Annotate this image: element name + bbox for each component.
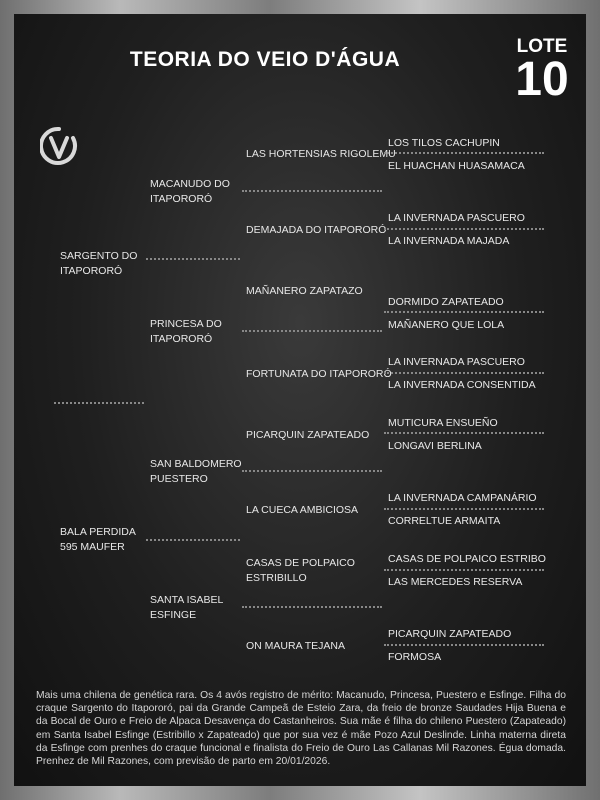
pedigree-line (54, 402, 144, 405)
grandparent-4: SANTA ISABEL ESFINGE (150, 594, 224, 621)
great-grandparent-4: FORTUNATA DO ITAPORORÓ (246, 368, 392, 380)
pedigree-line (242, 470, 382, 473)
great-great-grandparent-13: CASAS DE POLPAICO ESTRIBO (388, 553, 546, 565)
lote-label: LOTE (516, 36, 568, 57)
black-panel (14, 14, 586, 786)
great-great-grandparent-11: LA INVERNADA CAMPANÁRIO (388, 492, 537, 504)
great-great-grandparent-2: EL HUACHAN HUASAMACA (388, 160, 525, 172)
pedigree-line (384, 311, 544, 314)
pedigree-line (146, 539, 240, 542)
great-grandparent-3: MAÑANERO ZAPATAZO (246, 285, 363, 297)
pedigree-line (242, 190, 382, 193)
grandparent-2: PRINCESA DO ITAPORORÓ (150, 318, 222, 345)
grandparent-1: MACANUDO DO ITAPORORÓ (150, 178, 230, 205)
great-great-grandparent-15: PICARQUIN ZAPATEADO (388, 628, 512, 640)
great-great-grandparent-10: LONGAVI BERLINA (388, 440, 482, 452)
lote-badge (512, 36, 572, 106)
great-great-grandparent-6: MAÑANERO QUE LOLA (388, 319, 505, 331)
sire-name: SARGENTO DO ITAPORORÓ (60, 250, 138, 277)
description-text: Mais uma chilena de genética rara. Os 4 avós registro de mérito: Macanudo, Princesa, Puestero e Esfinge. Filha do craque Sargento do Itapororó, pai da Grande Campeã de Esteio Zara, da freio de bronze Saudades Hija Buena e da Bocal de Ouro e Freio de Alpaca Desavença do Castanheiros. Sua mãe é filha do chileno Puestero (Zapateado) em Santa Isabel Esfinge (Estribillo x Zapateado) que por sua vez é mãe Pozo Azul Deslinde. Linha materna direta da Esfinge com prenhes do craque funcional e finalista do Freio de Ouro Las Callanas Mil Razones. Égua domada. Prenhez de Mil Razones, com previsão de parto em 20/01/2026. (36, 690, 566, 768)
great-great-grandparent-14: LAS MERCEDES RESERVA (388, 576, 523, 588)
great-great-grandparent-5: DORMIDO ZAPATEADO (388, 296, 504, 308)
pedigree-line (384, 372, 544, 375)
pedigree-line (146, 258, 240, 261)
great-great-grandparent-8: LA INVERNADA CONSENTIDA (388, 379, 536, 391)
pedigree-line (384, 569, 544, 572)
grandparent-3: SAN BALDOMERO PUESTERO (150, 458, 242, 485)
page-title: TEORIA DO VEIO D'ÁGUA (129, 48, 401, 71)
great-grandparent-5: PICARQUIN ZAPATEADO (246, 429, 370, 441)
pedigree-line (384, 152, 544, 155)
great-great-grandparent-4: LA INVERNADA MAJADA (388, 235, 510, 247)
great-grandparent-6: LA CUECA AMBICIOSA (246, 504, 359, 516)
great-great-grandparent-16: FORMOSA (388, 651, 442, 663)
pedigree-line (384, 228, 544, 231)
dam-name: BALA PERDIDA 595 MAUFER (60, 526, 136, 553)
lote-number: 10 (515, 53, 569, 106)
pedigree-line (242, 330, 382, 333)
pedigree-line (242, 606, 382, 609)
pedigree-line (384, 644, 544, 647)
great-grandparent-2: DEMAJADA DO ITAPORORÓ (246, 224, 387, 236)
great-grandparent-1: LAS HORTENSIAS RIGOLEMU (246, 148, 396, 160)
great-great-grandparent-1: LOS TILOS CACHUPIN (388, 137, 500, 149)
great-great-grandparent-3: LA INVERNADA PASCUERO (388, 212, 525, 224)
pedigree-line (384, 432, 544, 435)
great-great-grandparent-12: CORRELTUE ARMAITA (388, 515, 501, 527)
pedigree-line (384, 508, 544, 511)
great-grandparent-8: ON MAURA TEJANA (246, 640, 345, 652)
great-grandparent-7: CASAS DE POLPAICO ESTRIBILLO (246, 557, 355, 584)
great-great-grandparent-9: MUTICURA ENSUEÑO (388, 417, 498, 429)
great-great-grandparent-7: LA INVERNADA PASCUERO (388, 356, 525, 368)
v-brand-logo-icon (40, 126, 78, 168)
